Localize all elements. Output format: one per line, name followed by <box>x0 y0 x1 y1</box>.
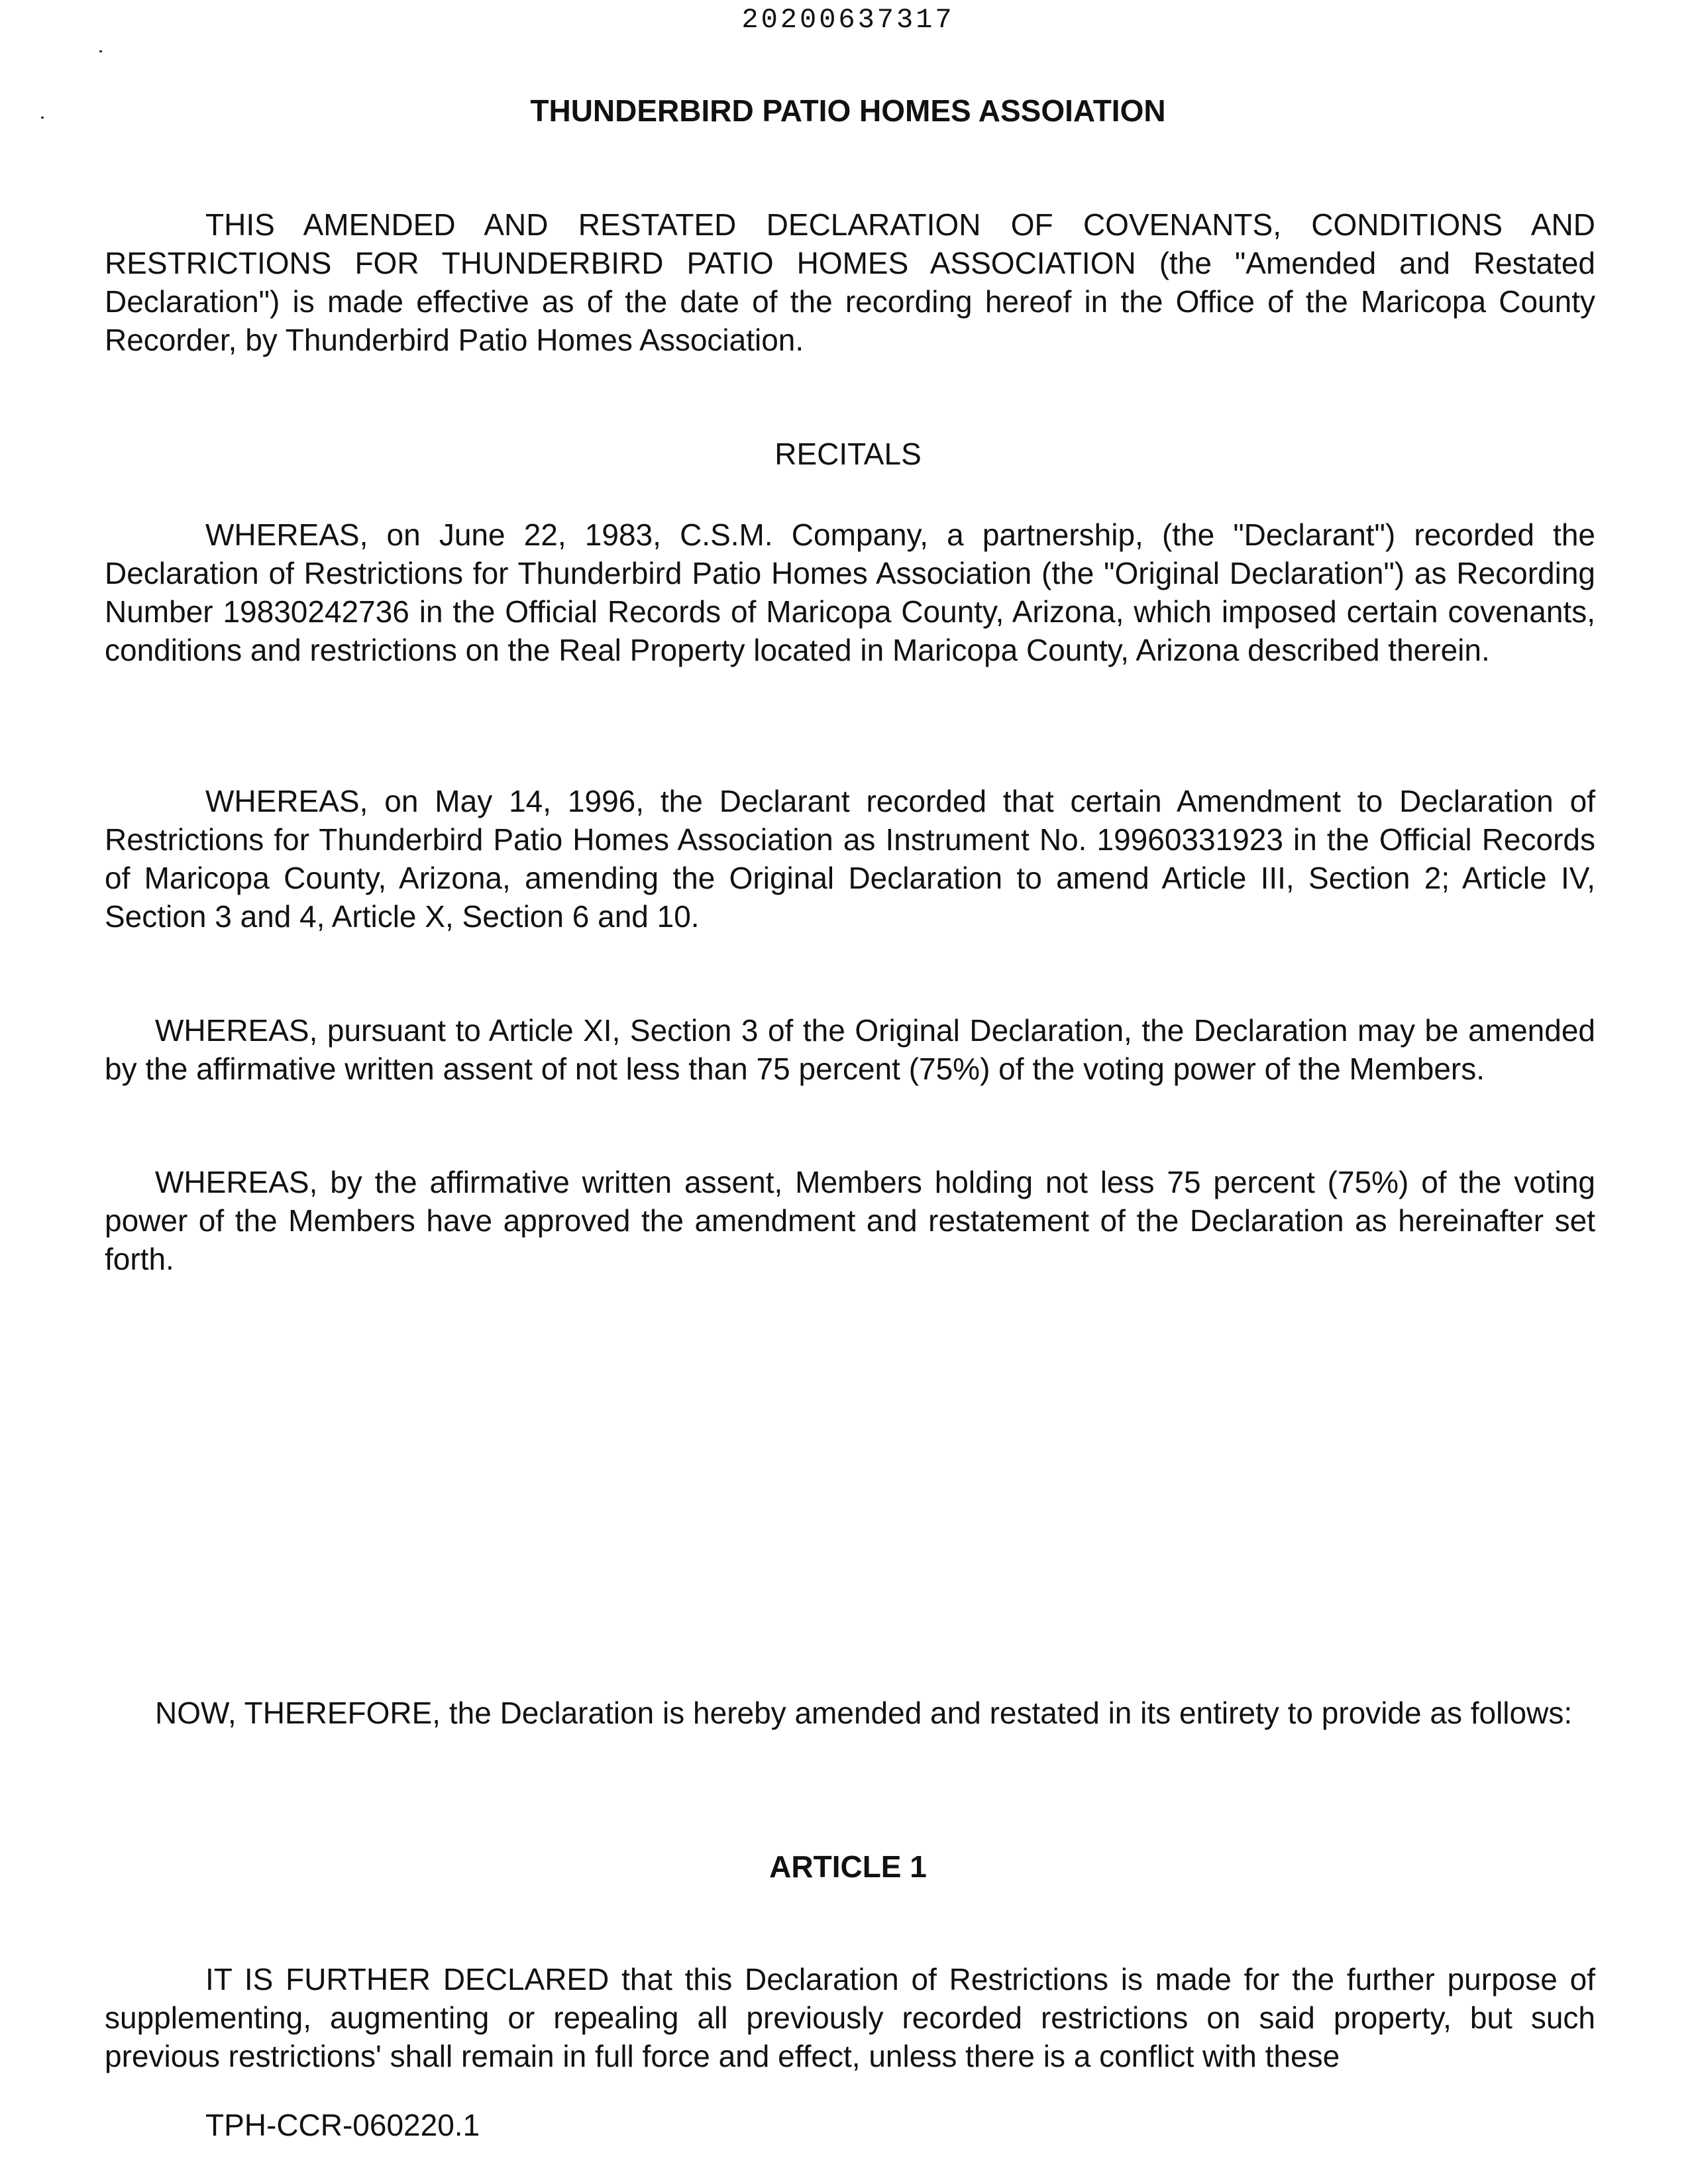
article-paragraph: IT IS FURTHER DECLARED that this Declaration of Restrictions is made for the further purpose of supplementing, augmenting or repealing all previously recorded restrictions on said property, but such previous restrictions' shall remain in full force and effect, unless there is a conflict with these <box>105 1962 1595 2073</box>
recital-paragraph: WHEREAS, on May 14, 1996, the Declarant recorded that certain Amendment to Declaration of Restrictions for Thunderbird Patio Homes Association as Instrument No. 19960331923 in the Official Records of Maricopa County, Arizona, amending the Original Declaration to amend Article III, Section 2; Article IV, Section 3 and 4, Article X, Section 6 and 10. <box>105 784 1595 934</box>
recording-number: 20200637317 <box>741 4 955 36</box>
scan-speck <box>99 50 102 52</box>
recital-paragraph: WHEREAS, pursuant to Article XI, Section 3 of the Original Declaration, the Declaration may be amended by the affirmative written assent of not less than 75 percent (75%) of the voting power of the Members. <box>105 1013 1595 1086</box>
intro-paragraph: THIS AMENDED AND RESTATED DECLARATION OF COVENANTS, CONDITIONS AND RESTRICTIONS FOR THUNDERBIRD PATIO HOMES ASSOCIATION (the "Amended and Restated Declaration") is made effective as of the date of the recording hereof in the Office of the Maricopa County Recorder, by Thunderbird Patio Homes Association. <box>105 207 1595 357</box>
footer-code: TPH-CCR-060220.1 <box>205 2108 480 2142</box>
article-heading: ARTICLE 1 <box>769 1849 927 1884</box>
now-therefore-paragraph: NOW, THEREFORE, the Declaration is hereby amended and restated in its entirety to provide as follows: <box>155 1696 1573 1730</box>
recital-paragraph: WHEREAS, by the affirmative written assent, Members holding not less 75 percent (75%) of the voting power of the Members have approved the amendment and restatement of the Declaration as hereinafter set forth. <box>105 1165 1595 1276</box>
recitals-heading: RECITALS <box>774 437 922 471</box>
document-title: THUNDERBIRD PATIO HOMES ASSOIATION <box>530 93 1166 128</box>
recital-paragraph: WHEREAS, on June 22, 1983, C.S.M. Company, a partnership, (the "Declarant") recorded the Declaration of Restrictions for Thunderbird Patio Homes Association (the "Original Declaration") as Recording Number 19830242736 in the Official Records of Maricopa County, Arizona, which imposed certain covenants, conditions and restrictions on the Real Property located in Maricopa County, Arizona described therein. <box>105 518 1595 667</box>
